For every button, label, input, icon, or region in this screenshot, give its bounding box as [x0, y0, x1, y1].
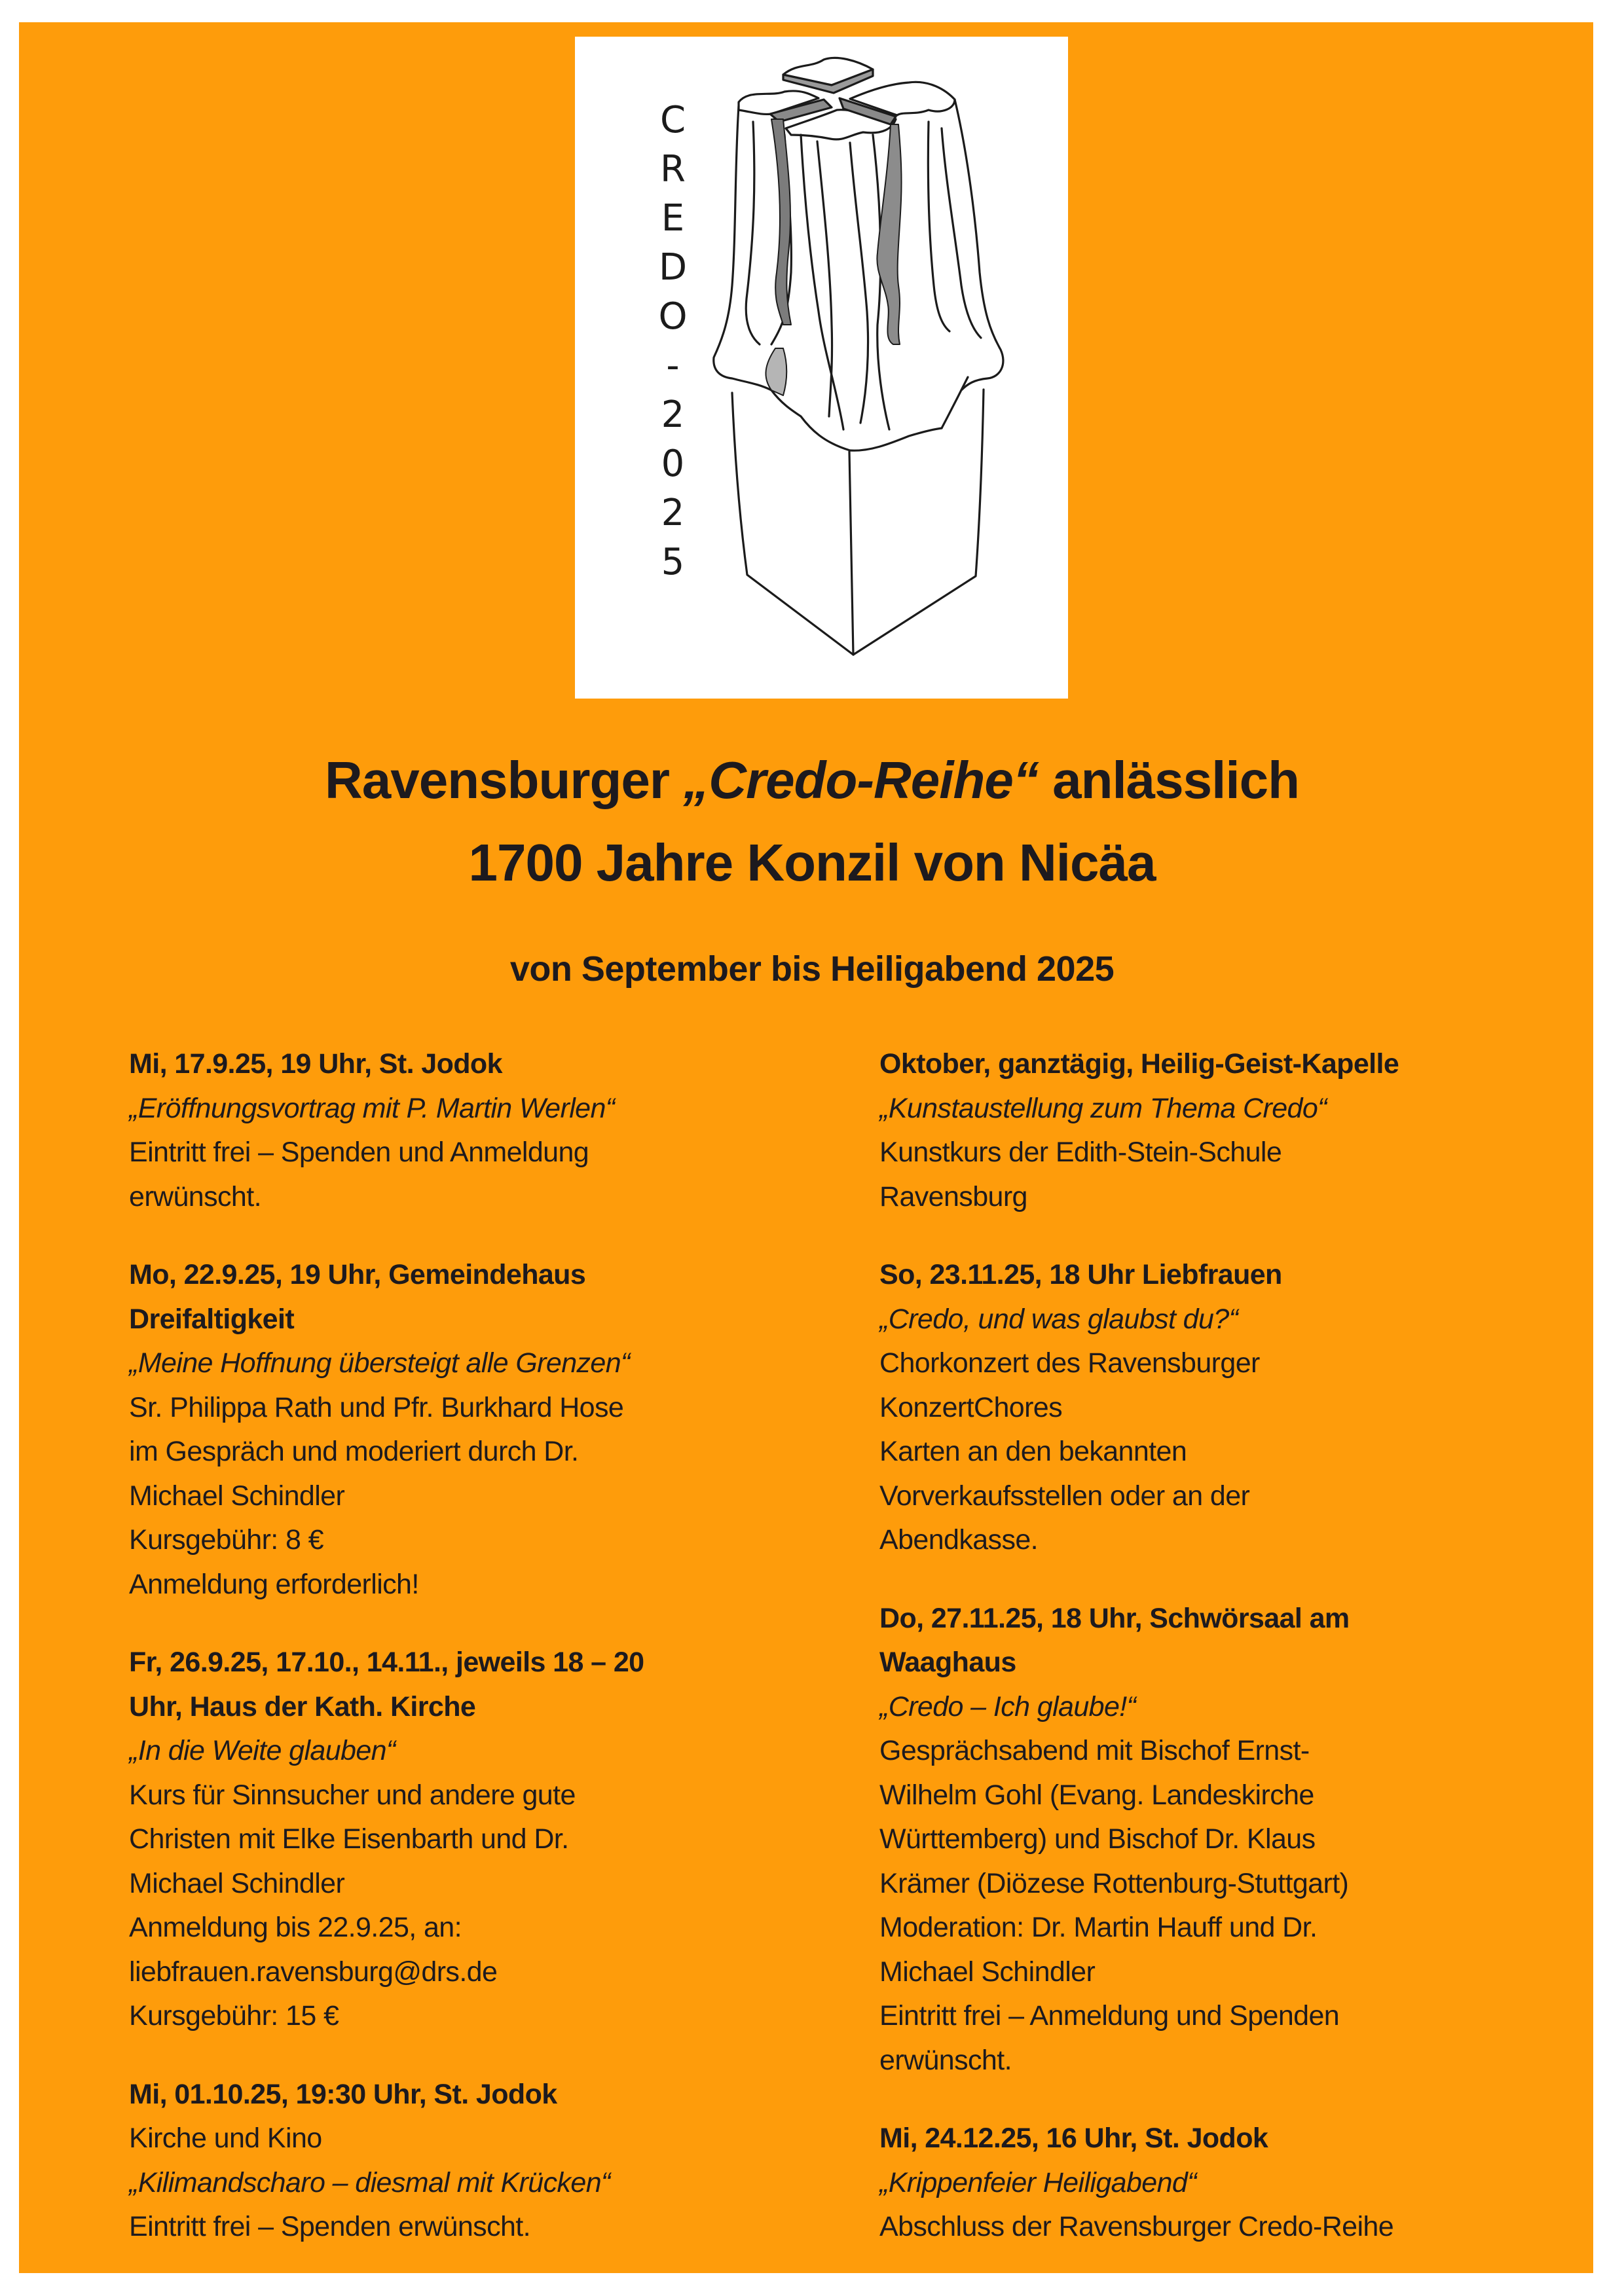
event-block: [129, 1641, 823, 2039]
event-detail: Chorkonzert des Ravensburger: [879, 1347, 1260, 1379]
event-block: [879, 1253, 1574, 1563]
drape-fold-3: [817, 141, 832, 416]
event-block: [129, 2073, 823, 2250]
drape-front-hem: [771, 390, 942, 450]
page-title-line-1: [0, 748, 1624, 813]
event-detail: Christen mit Elke Eisenbarth und Dr.: [129, 1823, 569, 1855]
drape-fold-1: [746, 122, 760, 344]
event-fee: Kursgebühr: 8 €: [129, 1524, 323, 1556]
event-heading: Fr, 26.9.25, 17.10., 14.11., jeweils 18 – 20: [129, 1647, 644, 1678]
event-title: „Kunstaustellung zum Thema Credo“: [879, 1092, 1327, 1124]
event-detail: Württemberg) und Bischof Dr. Klaus: [879, 1823, 1316, 1855]
drape-right-outline: [955, 100, 1003, 390]
event-title: „Kilimandscharo – diesmal mit Krücken“: [129, 2166, 610, 2198]
event-heading: Do, 27.11.25, 18 Uhr, Schwörsaal am: [879, 1602, 1350, 1634]
event-block: [129, 1253, 823, 1607]
event-detail: Kunstkurs der Edith-Stein-Schule: [879, 1137, 1282, 1168]
event-block: [879, 1042, 1574, 1219]
event-heading: Mo, 22.9.25, 19 Uhr, Gemeindehaus: [129, 1259, 586, 1290]
event-detail: Abendkasse.: [879, 1524, 1039, 1556]
logo-vertical-text: CREDO-2025: [652, 99, 694, 590]
event-heading: Mi, 17.9.25, 19 Uhr, St. Jodok: [129, 1048, 502, 1080]
event-title: „Eröffnungsvortrag mit P. Martin Werlen“: [129, 1092, 615, 1124]
event-block: [129, 1042, 823, 1219]
credo-2025-logo: [575, 37, 1068, 699]
event-detail: Vorverkaufsstellen oder an der: [879, 1480, 1250, 1512]
drape-shadow-right: [877, 124, 901, 344]
event-fee: Kursgebühr: 15 €: [129, 2000, 339, 2032]
page-subtitle: von September bis Heiligabend 2025: [509, 949, 1115, 989]
event-detail: Michael Schindler: [129, 1480, 345, 1512]
event-detail: Eintritt frei – Anmeldung und Spenden: [879, 2000, 1340, 2032]
page-title-line-2: 1700 Jahre Konzil von Nicäa: [468, 833, 1156, 892]
event-block: [879, 1597, 1574, 2083]
email-link[interactable]: liebfrauen.ravensburg@drs.de: [129, 1956, 498, 1988]
events-column-right: [879, 1042, 1574, 2284]
drape-fold-6: [928, 122, 950, 331]
event-detail: Gesprächsabend mit Bischof Ernst-: [879, 1735, 1310, 1766]
drape-fold-2: [801, 135, 843, 429]
event-detail: im Gespräch und moderiert durch Dr.: [129, 1436, 579, 1467]
drape-fold-7: [942, 128, 981, 338]
event-heading: Mi, 01.10.25, 19:30 Uhr, St. Jodok: [129, 2078, 557, 2110]
event-heading: So, 23.11.25, 18 Uhr Liebfrauen: [879, 1259, 1282, 1290]
event-detail: Sr. Philippa Rath und Pfr. Burkhard Hose: [129, 1391, 624, 1423]
event-detail: KonzertChores: [879, 1391, 1063, 1423]
event-detail: Eintritt frei – Spenden und Anmeldung: [129, 1137, 589, 1168]
event-detail: Ravensburg: [879, 1180, 1027, 1212]
event-detail: Kurs für Sinnsucher und andere gute: [129, 1779, 576, 1811]
drape-left-outline: [714, 106, 771, 390]
event-detail: Michael Schindler: [879, 1956, 1096, 1988]
draped-pedestal-illustration: [575, 37, 1068, 699]
drape-hem-right: [942, 377, 968, 428]
event-title: „Credo – Ich glaube!“: [879, 1690, 1136, 1722]
event-detail: Abschluss der Ravensburger Credo-Reihe: [879, 2211, 1394, 2242]
title-suffix: anlässlich: [1038, 751, 1299, 809]
event-heading: Mi, 24.12.25, 16 Uhr, St. Jodok: [879, 2123, 1268, 2154]
event-detail: Anmeldung bis 22.9.25, an:: [129, 1912, 462, 1943]
pedestal-right-face: [853, 390, 984, 655]
title-prefix: Ravensburger: [325, 751, 684, 809]
event-detail: Karten an den bekannten: [879, 1436, 1187, 1467]
event-title: „Krippenfeier Heiligabend“: [879, 2166, 1196, 2198]
event-detail: Krämer (Diözese Rottenburg-Stuttgart): [879, 1867, 1349, 1899]
event-detail: Wilhelm Gohl (Evang. Landeskirche: [879, 1779, 1314, 1811]
event-heading: Waaghaus: [879, 1647, 1016, 1678]
event-detail: Anmeldung erforderlich!: [129, 1568, 419, 1600]
event-block: [879, 2117, 1574, 2250]
event-heading: Oktober, ganztägig, Heilig-Geist-Kapelle: [879, 1048, 1399, 1080]
event-title: „Credo, und was glaubst du?“: [879, 1303, 1238, 1335]
event-heading: Dreifaltigkeit: [129, 1303, 295, 1335]
drape-fold-4: [850, 143, 868, 423]
pedestal-left-face: [732, 393, 853, 655]
pedestal-front-edge: [849, 452, 853, 655]
event-detail: Eintritt frei – Spenden erwünscht.: [129, 2211, 530, 2242]
title-series-name: „Credo-Reihe“: [683, 751, 1039, 809]
event-detail: Michael Schindler: [129, 1867, 345, 1899]
event-subtitle: Kirche und Kino: [129, 2123, 322, 2154]
event-detail: erwünscht.: [129, 1180, 261, 1212]
event-detail: Moderation: Dr. Martin Hauff und Dr.: [879, 1912, 1318, 1943]
events-column-left: [129, 1042, 823, 2284]
event-title: „Meine Hoffnung übersteigt alle Grenzen“: [129, 1347, 630, 1379]
event-title: „In die Weite glauben“: [129, 1735, 396, 1766]
event-detail: erwünscht.: [879, 2044, 1012, 2076]
event-heading: Uhr, Haus der Kath. Kirche: [129, 1690, 476, 1722]
